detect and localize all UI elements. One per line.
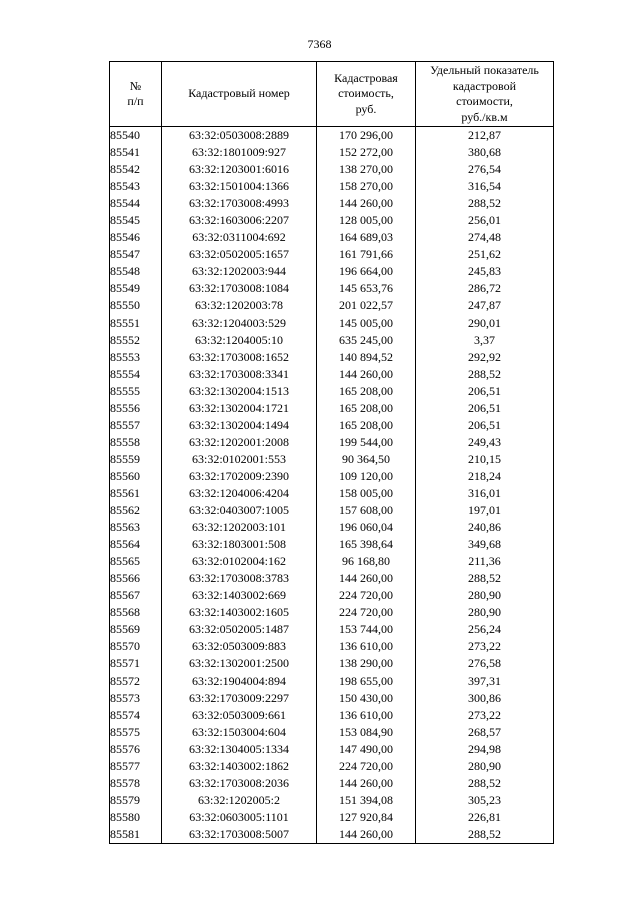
cadastral-value-cell: 150 430,00 (317, 690, 416, 707)
row-number-cell: 85549 (110, 280, 162, 297)
cadastral-value-cell: 147 490,00 (317, 741, 416, 758)
cadastral-value-cell: 153 084,90 (317, 724, 416, 741)
specific-value-cell: 316,01 (416, 485, 554, 502)
table-row (110, 263, 554, 280)
specific-value-cell: 206,51 (416, 383, 554, 400)
row-number-cell: 85565 (110, 553, 162, 570)
cadastral-value-cell: 128 005,00 (317, 212, 416, 229)
cadastral-value-cell: 127 920,84 (317, 809, 416, 826)
specific-value-cell: 249,43 (416, 434, 554, 451)
specific-value-cell: 280,90 (416, 758, 554, 775)
cadastral-number-cell: 63:32:1304005:1334 (162, 741, 317, 758)
row-number-cell: 85579 (110, 792, 162, 809)
cadastral-value-cell: 145 005,00 (317, 315, 416, 332)
table-row (110, 724, 554, 741)
cadastral-value-cell: 196 664,00 (317, 263, 416, 280)
cadastral-number-cell: 63:32:1603006:2207 (162, 212, 317, 229)
header-cadastral-value: Кадастровая стоимость, руб. (317, 62, 416, 127)
header-specific-value: Удельный показатель кадастровой стоимости, руб./кв.м (416, 62, 554, 127)
row-number-cell: 85561 (110, 485, 162, 502)
cadastral-value-cell: 136 610,00 (317, 638, 416, 655)
cadastral-number-cell: 63:32:1403002:1862 (162, 758, 317, 775)
table-row (110, 332, 554, 349)
table-row (110, 434, 554, 451)
cadastral-number-cell: 63:32:0603005:1101 (162, 809, 317, 826)
table-row (110, 485, 554, 502)
cadastral-number-cell: 63:32:1202003:944 (162, 263, 317, 280)
cadastral-number-cell: 63:32:0502005:1487 (162, 621, 317, 638)
cadastral-number-cell: 63:32:1702009:2390 (162, 468, 317, 485)
row-number-cell: 85542 (110, 161, 162, 178)
cadastral-value-cell: 138 290,00 (317, 655, 416, 672)
table-row (110, 417, 554, 434)
table-row (110, 315, 554, 332)
cadastral-number-cell: 63:32:1202003:78 (162, 297, 317, 314)
specific-value-cell: 211,36 (416, 553, 554, 570)
cadastral-value-cell: 199 544,00 (317, 434, 416, 451)
row-number-cell: 85555 (110, 383, 162, 400)
cadastral-value-cell: 157 608,00 (317, 502, 416, 519)
cadastral-number-cell: 63:32:1302004:1494 (162, 417, 317, 434)
cadastral-value-cell: 140 894,52 (317, 349, 416, 366)
cadastral-number-cell: 63:32:1703008:4993 (162, 195, 317, 212)
specific-value-cell: 288,52 (416, 366, 554, 383)
specific-value-cell: 380,68 (416, 144, 554, 161)
cadastral-number-cell: 63:32:1703008:1652 (162, 349, 317, 366)
cadastral-value-cell: 90 364,50 (317, 451, 416, 468)
cadastral-number-cell: 63:32:1302004:1513 (162, 383, 317, 400)
cadastral-value-cell: 224 720,00 (317, 604, 416, 621)
specific-value-cell: 251,62 (416, 246, 554, 263)
specific-value-cell: 280,90 (416, 604, 554, 621)
cadastral-number-cell: 63:32:0503008:2889 (162, 127, 317, 145)
table-row (110, 741, 554, 758)
cadastral-value-cell: 224 720,00 (317, 758, 416, 775)
row-number-cell: 85567 (110, 587, 162, 604)
specific-value-cell: 300,86 (416, 690, 554, 707)
cadastral-value-cell: 151 394,08 (317, 792, 416, 809)
specific-value-cell: 268,57 (416, 724, 554, 741)
specific-value-cell: 245,83 (416, 263, 554, 280)
specific-value-cell: 288,52 (416, 826, 554, 844)
table-row (110, 690, 554, 707)
row-number-cell: 85547 (110, 246, 162, 263)
cadastral-number-cell: 63:32:1703009:2297 (162, 690, 317, 707)
cadastral-number-cell: 63:32:0503009:661 (162, 707, 317, 724)
cadastral-value-cell: 109 120,00 (317, 468, 416, 485)
row-number-cell: 85573 (110, 690, 162, 707)
row-number-cell: 85580 (110, 809, 162, 826)
table-row (110, 280, 554, 297)
specific-value-cell: 276,54 (416, 161, 554, 178)
table-row (110, 775, 554, 792)
cadastral-value-cell: 198 655,00 (317, 673, 416, 690)
cadastral-number-cell: 63:32:0502005:1657 (162, 246, 317, 263)
row-number-cell: 85560 (110, 468, 162, 485)
cadastral-value-cell: 170 296,00 (317, 127, 416, 145)
cadastral-value-cell: 145 653,76 (317, 280, 416, 297)
row-number-cell: 85553 (110, 349, 162, 366)
cadastral-value-cell: 136 610,00 (317, 707, 416, 724)
row-number-cell: 85559 (110, 451, 162, 468)
cadastral-number-cell: 63:32:1302001:2500 (162, 655, 317, 672)
row-number-cell: 85575 (110, 724, 162, 741)
table-row (110, 212, 554, 229)
row-number-cell: 85558 (110, 434, 162, 451)
cadastral-value-cell: 152 272,00 (317, 144, 416, 161)
cadastral-value-table (109, 61, 554, 844)
row-number-cell: 85568 (110, 604, 162, 621)
specific-value-cell: 210,15 (416, 451, 554, 468)
specific-value-cell: 349,68 (416, 536, 554, 553)
row-number-cell: 85581 (110, 826, 162, 844)
row-number-cell: 85577 (110, 758, 162, 775)
specific-value-cell: 280,90 (416, 587, 554, 604)
table-row (110, 195, 554, 212)
specific-value-cell: 256,24 (416, 621, 554, 638)
cadastral-value-cell: 165 208,00 (317, 417, 416, 434)
specific-value-cell: 316,54 (416, 178, 554, 195)
table-row (110, 297, 554, 314)
row-number-cell: 85564 (110, 536, 162, 553)
cadastral-number-cell: 63:32:1703008:3341 (162, 366, 317, 383)
specific-value-cell: 206,51 (416, 400, 554, 417)
row-number-cell: 85551 (110, 315, 162, 332)
cadastral-number-cell: 63:32:1803001:508 (162, 536, 317, 553)
specific-value-cell: 274,48 (416, 229, 554, 246)
specific-value-cell: 290,01 (416, 315, 554, 332)
row-number-cell: 85552 (110, 332, 162, 349)
cadastral-number-cell: 63:32:0102004:162 (162, 553, 317, 570)
row-number-cell: 85576 (110, 741, 162, 758)
cadastral-value-cell: 164 689,03 (317, 229, 416, 246)
table-row (110, 826, 554, 844)
cadastral-number-cell: 63:32:0311004:692 (162, 229, 317, 246)
table-row (110, 229, 554, 246)
specific-value-cell: 197,01 (416, 502, 554, 519)
table-row (110, 349, 554, 366)
cadastral-value-cell: 138 270,00 (317, 161, 416, 178)
header-row-number: № п/п (110, 62, 162, 127)
table-row (110, 758, 554, 775)
cadastral-number-cell: 63:32:1204003:529 (162, 315, 317, 332)
specific-value-cell: 240,86 (416, 519, 554, 536)
cadastral-number-cell: 63:32:1801009:927 (162, 144, 317, 161)
table-row (110, 809, 554, 826)
row-number-cell: 85544 (110, 195, 162, 212)
table-row (110, 178, 554, 195)
page-number: 7368 (307, 37, 332, 51)
table-row (110, 621, 554, 638)
table-row (110, 161, 554, 178)
cadastral-number-cell: 63:32:1403002:1605 (162, 604, 317, 621)
row-number-cell: 85550 (110, 297, 162, 314)
specific-value-cell: 288,52 (416, 775, 554, 792)
cadastral-value-cell: 165 208,00 (317, 400, 416, 417)
row-number-cell: 85557 (110, 417, 162, 434)
cadastral-value-cell: 144 260,00 (317, 826, 416, 844)
cadastral-value-cell: 165 208,00 (317, 383, 416, 400)
table-row (110, 366, 554, 383)
table-body (110, 127, 554, 844)
specific-value-cell: 226,81 (416, 809, 554, 826)
specific-value-cell: 247,87 (416, 297, 554, 314)
table-row (110, 707, 554, 724)
cadastral-number-cell: 63:32:1904004:894 (162, 673, 317, 690)
cadastral-number-cell: 63:32:1703008:3783 (162, 570, 317, 587)
table-row (110, 451, 554, 468)
cadastral-value-cell: 635 245,00 (317, 332, 416, 349)
table-row (110, 383, 554, 400)
cadastral-value-cell: 144 260,00 (317, 366, 416, 383)
table-row (110, 536, 554, 553)
table-row (110, 246, 554, 263)
table-row (110, 604, 554, 621)
cadastral-number-cell: 63:32:1403002:669 (162, 587, 317, 604)
cadastral-value-cell: 201 022,57 (317, 297, 416, 314)
cadastral-value-cell: 165 398,64 (317, 536, 416, 553)
row-number-cell: 85543 (110, 178, 162, 195)
cadastral-number-cell: 63:32:1501004:1366 (162, 178, 317, 195)
row-number-cell: 85571 (110, 655, 162, 672)
cadastral-value-cell: 161 791,66 (317, 246, 416, 263)
row-number-cell: 85540 (110, 127, 162, 145)
row-number-cell: 85556 (110, 400, 162, 417)
specific-value-cell: 273,22 (416, 638, 554, 655)
row-number-cell: 85546 (110, 229, 162, 246)
cadastral-value-cell: 96 168,80 (317, 553, 416, 570)
cadastral-number-cell: 63:32:0403007:1005 (162, 502, 317, 519)
cadastral-value-cell: 196 060,04 (317, 519, 416, 536)
specific-value-cell: 273,22 (416, 707, 554, 724)
cadastral-number-cell: 63:32:1503004:604 (162, 724, 317, 741)
row-number-cell: 85569 (110, 621, 162, 638)
cadastral-number-cell: 63:32:1202001:2008 (162, 434, 317, 451)
row-number-cell: 85563 (110, 519, 162, 536)
table-row (110, 655, 554, 672)
specific-value-cell: 206,51 (416, 417, 554, 434)
specific-value-cell: 288,52 (416, 570, 554, 587)
row-number-cell: 85548 (110, 263, 162, 280)
cadastral-number-cell: 63:32:0102001:553 (162, 451, 317, 468)
table-row (110, 673, 554, 690)
cadastral-number-cell: 63:32:1204005:10 (162, 332, 317, 349)
table-row (110, 144, 554, 161)
cadastral-value-cell: 153 744,00 (317, 621, 416, 638)
table-row (110, 502, 554, 519)
specific-value-cell: 276,58 (416, 655, 554, 672)
cadastral-value-cell: 158 005,00 (317, 485, 416, 502)
row-number-cell: 85574 (110, 707, 162, 724)
cadastral-number-cell: 63:32:1302004:1721 (162, 400, 317, 417)
specific-value-cell: 286,72 (416, 280, 554, 297)
specific-value-cell: 3,37 (416, 332, 554, 349)
cadastral-value-cell: 144 260,00 (317, 195, 416, 212)
table-row (110, 127, 554, 145)
cadastral-number-cell: 63:32:1703008:1084 (162, 280, 317, 297)
row-number-cell: 85554 (110, 366, 162, 383)
row-number-cell: 85566 (110, 570, 162, 587)
row-number-cell: 85545 (110, 212, 162, 229)
specific-value-cell: 288,52 (416, 195, 554, 212)
header-cadastral-number: Кадастровый номер (162, 62, 317, 127)
table-row (110, 468, 554, 485)
cadastral-value-cell: 224 720,00 (317, 587, 416, 604)
cadastral-number-cell: 63:32:1203001:6016 (162, 161, 317, 178)
cadastral-value-cell: 158 270,00 (317, 178, 416, 195)
specific-value-cell: 256,01 (416, 212, 554, 229)
table-row (110, 638, 554, 655)
row-number-cell: 85572 (110, 673, 162, 690)
cadastral-number-cell: 63:32:1204006:4204 (162, 485, 317, 502)
cadastral-number-cell: 63:32:1202003:101 (162, 519, 317, 536)
table-row (110, 400, 554, 417)
specific-value-cell: 292,92 (416, 349, 554, 366)
table-row (110, 792, 554, 809)
specific-value-cell: 294,98 (416, 741, 554, 758)
table-header-row (110, 62, 554, 127)
row-number-cell: 85570 (110, 638, 162, 655)
cadastral-value-cell: 144 260,00 (317, 775, 416, 792)
table-row (110, 587, 554, 604)
cadastral-number-cell: 63:32:1202005:2 (162, 792, 317, 809)
table-row (110, 553, 554, 570)
cadastral-number-cell: 63:32:1703008:5007 (162, 826, 317, 844)
specific-value-cell: 212,87 (416, 127, 554, 145)
cadastral-value-cell: 144 260,00 (317, 570, 416, 587)
specific-value-cell: 397,31 (416, 673, 554, 690)
row-number-cell: 85578 (110, 775, 162, 792)
row-number-cell: 85541 (110, 144, 162, 161)
cadastral-number-cell: 63:32:1703008:2036 (162, 775, 317, 792)
specific-value-cell: 305,23 (416, 792, 554, 809)
cadastral-number-cell: 63:32:0503009:883 (162, 638, 317, 655)
table-row (110, 570, 554, 587)
specific-value-cell: 218,24 (416, 468, 554, 485)
table-row (110, 519, 554, 536)
row-number-cell: 85562 (110, 502, 162, 519)
